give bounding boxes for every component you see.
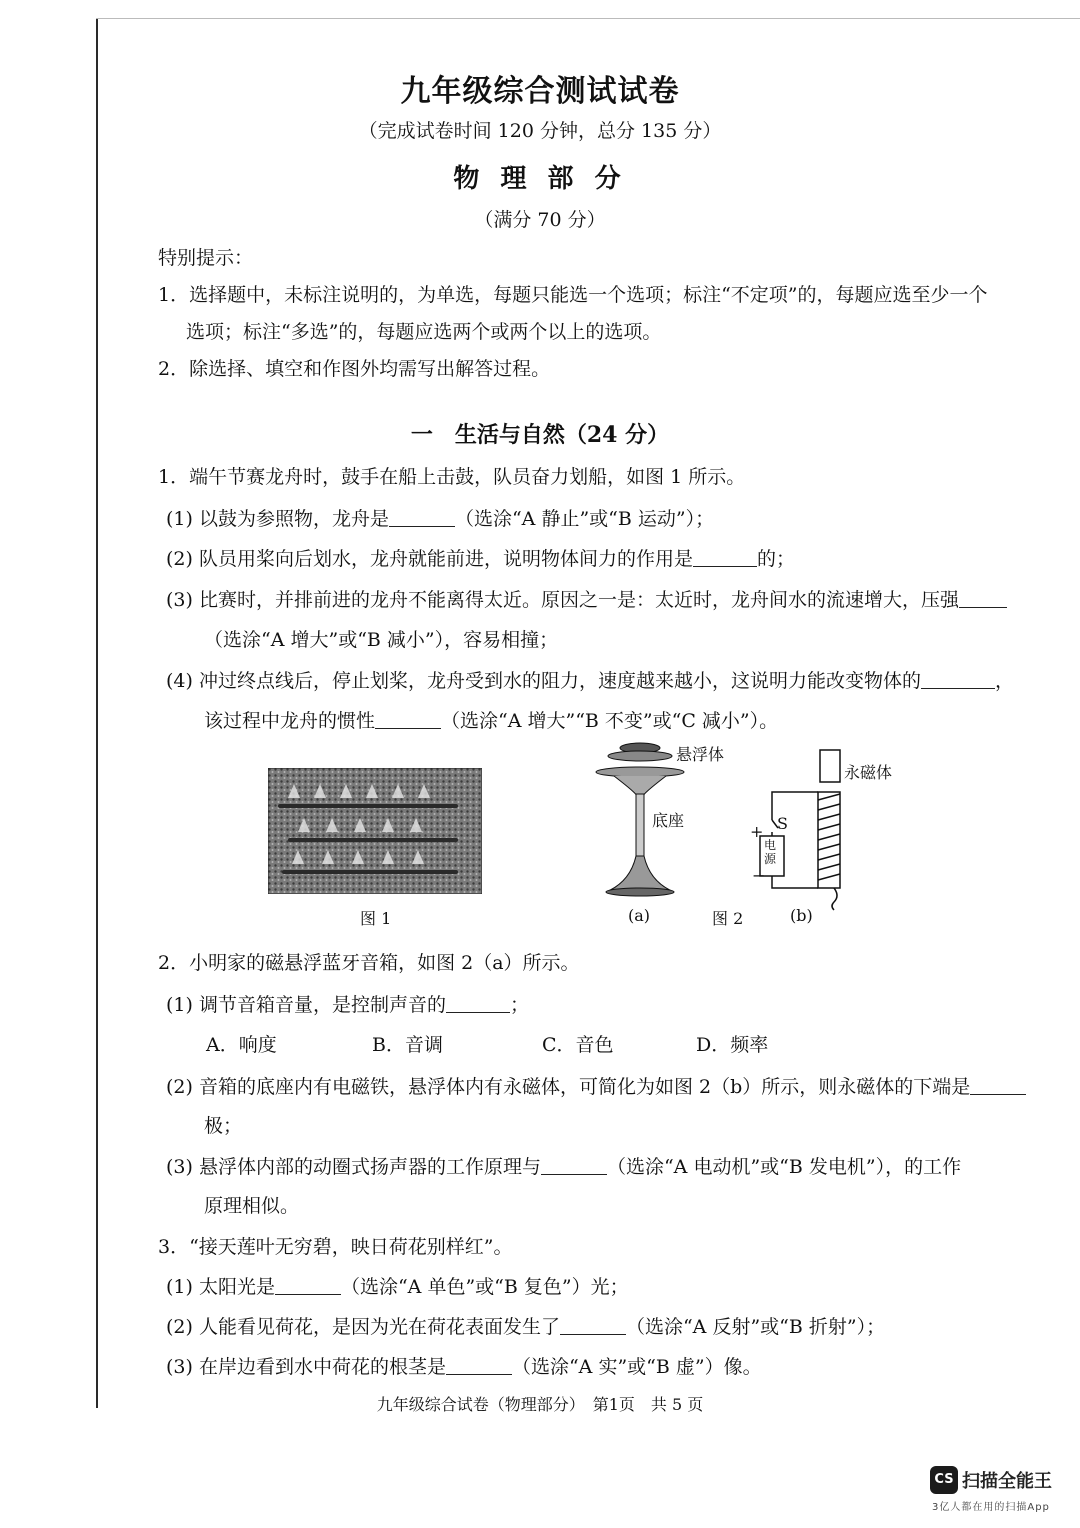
q2-stem: 2．小明家的磁悬浮蓝牙音箱，如图 2（a）所示。 <box>158 952 580 974</box>
q2-part-2-line-1 <box>166 1072 1026 1099</box>
answer-blank[interactable] <box>541 1156 607 1175</box>
q3-part-3 <box>166 1352 762 1379</box>
q1-part-3-line-2: （选涂“A 增大”或“B 减小”），容易相撞； <box>204 629 559 651</box>
q1-stem: 1．端午节赛龙舟时，鼓手在船上击鼓，队员奋力划船，如图 1 所示。 <box>158 466 746 488</box>
q2-option-c: C．音色 <box>542 1034 614 1056</box>
answer-blank[interactable] <box>970 1076 1026 1095</box>
answer-blank[interactable] <box>446 1356 512 1375</box>
q2-option-d: D．频率 <box>696 1034 769 1056</box>
q1-part-4-line-1 <box>166 666 1014 693</box>
figure-2b-label: (b) <box>790 906 813 925</box>
note-1-line-1: 1．选择题中，未标注说明的，为单选，每题只能选一个选项；标注“不定项”的，每题应选至少一个 <box>158 284 988 306</box>
q3-p3-text-a: (3) 在岸边看到水中荷花的根茎是 <box>166 1356 446 1378</box>
q2-part-3-line-2: 原理相似。 <box>204 1195 300 1217</box>
power-source-label: 电源 <box>764 838 777 866</box>
q3-p1-text-b: （选涂“A 单色”或“B 复色”）光； <box>340 1276 629 1298</box>
answer-blank[interactable] <box>560 1316 626 1335</box>
watermark-app-name: 扫描全能王 <box>962 1471 1052 1492</box>
q1-part-1 <box>166 504 714 531</box>
figure-2a-label: (a) <box>628 906 651 925</box>
answer-blank[interactable] <box>446 994 510 1013</box>
switch-label: S <box>777 814 788 833</box>
answer-blank[interactable] <box>693 548 757 567</box>
q1-p4-text-c: 该过程中龙舟的惯性 <box>204 710 376 732</box>
base-label: 底座 <box>652 811 685 830</box>
answer-blank[interactable] <box>275 1276 341 1295</box>
magnet-label: 永磁体 <box>844 763 893 782</box>
q1-part-2 <box>166 544 795 571</box>
levitator-label: 悬浮体 <box>676 745 725 764</box>
exam-subtitle: （完成试卷时间 120 分钟，总分 135 分） <box>358 120 722 142</box>
answer-blank[interactable] <box>959 589 1007 608</box>
plus-sign: + <box>750 822 764 841</box>
q1-p2-text-a: (2) 队员用桨向后划水，龙舟就能前进，说明物体间力的作用是 <box>166 548 693 570</box>
q2-p3-text-b: （选涂“A 电动机”或“B 发电机”），的工作 <box>606 1156 962 1178</box>
q1-p2-text-b: 的； <box>756 548 795 570</box>
q3-p3-text-b: （选涂“A 实”或“B 虚”）像。 <box>511 1356 762 1378</box>
page-top-edge <box>96 18 1080 19</box>
watermark-tagline: 3亿人都在用的扫描App <box>932 1502 1050 1513</box>
q2-part-3-line-1 <box>166 1152 961 1179</box>
q1-p4-text-a: (4) 冲过终点线后，停止划桨，龙舟受到水的阻力，速度越来越小，这说明力能改变物体的 <box>166 670 921 692</box>
q3-stem: 3．“接天莲叶无穷碧，映日荷花别样红”。 <box>158 1236 513 1258</box>
note-2: 2．除选择、填空和作图外均需写出解答过程。 <box>158 358 551 380</box>
q2-part-1 <box>166 990 529 1017</box>
answer-blank[interactable] <box>921 670 995 689</box>
minus-sign: − <box>752 866 766 885</box>
q2-option-b: B．音调 <box>372 1034 443 1056</box>
q1-part-4-line-2 <box>204 706 778 733</box>
cs-logo-icon: CS <box>930 1466 958 1494</box>
q3-p1-text-a: (1) 太阳光是 <box>166 1276 275 1298</box>
q3-part-1 <box>166 1272 629 1299</box>
q2-option-a: A．响度 <box>206 1034 277 1056</box>
q1-p4-text-d: （选涂“A 增大”“B 不变”或“C 减小”）。 <box>441 710 779 732</box>
answer-blank[interactable] <box>375 710 441 729</box>
figure-1-dragon-boat-photo <box>268 768 482 894</box>
q2-p1-text-a: (1) 调节音箱音量，是控制声音的 <box>166 994 446 1016</box>
q2-p3-text-a: (3) 悬浮体内部的动圈式扬声器的工作原理与 <box>166 1156 541 1178</box>
page-footer: 九年级综合试卷（物理部分） 第1页 共 5 页 <box>376 1395 704 1414</box>
q3-part-2 <box>166 1312 885 1339</box>
notes-heading: 特别提示： <box>158 247 254 269</box>
q1-p4-text-b: ， <box>994 670 1014 692</box>
section-score: （满分 70 分） <box>474 209 606 231</box>
q2-p1-text-b: ； <box>509 994 529 1016</box>
answer-blank[interactable] <box>389 508 455 527</box>
q2-p2-text-a: (2) 音箱的底座内有电磁铁，悬浮体内有永磁体，可简化为如图 2（b）所示，则永磁体的下端是 <box>166 1076 971 1098</box>
q1-p1-text-a: (1) 以鼓为参照物，龙舟是 <box>166 508 389 530</box>
part-1-title: 一 生活与自然（24 分） <box>410 422 670 448</box>
scanner-app-watermark <box>930 1466 1052 1494</box>
q1-part-3-line-1 <box>166 585 1007 612</box>
q3-p2-text-a: (2) 人能看见荷花，是因为光在荷花表面发生了 <box>166 1316 560 1338</box>
note-1-line-2: 选项；标注“多选”的，每题应选两个或两个以上的选项。 <box>186 321 662 343</box>
q2-part-2-line-2: 极； <box>204 1115 243 1137</box>
figure-2-caption: 图 2 <box>712 909 744 928</box>
q1-p1-text-b: （选涂“A 静止”或“B 运动”）； <box>454 508 715 530</box>
q1-p3-text-a: (3) 比赛时，并排前进的龙舟不能离得太近。原因之一是：太近时，龙舟间水的流速增大，压强 <box>166 589 959 611</box>
q3-p2-text-b: （选涂“A 反射”或“B 折射”）； <box>625 1316 886 1338</box>
exam-title: 九年级综合测试试卷 <box>400 74 680 109</box>
figure-1-caption: 图 1 <box>360 909 392 928</box>
section-title: 物 理 部 分 <box>453 164 627 194</box>
